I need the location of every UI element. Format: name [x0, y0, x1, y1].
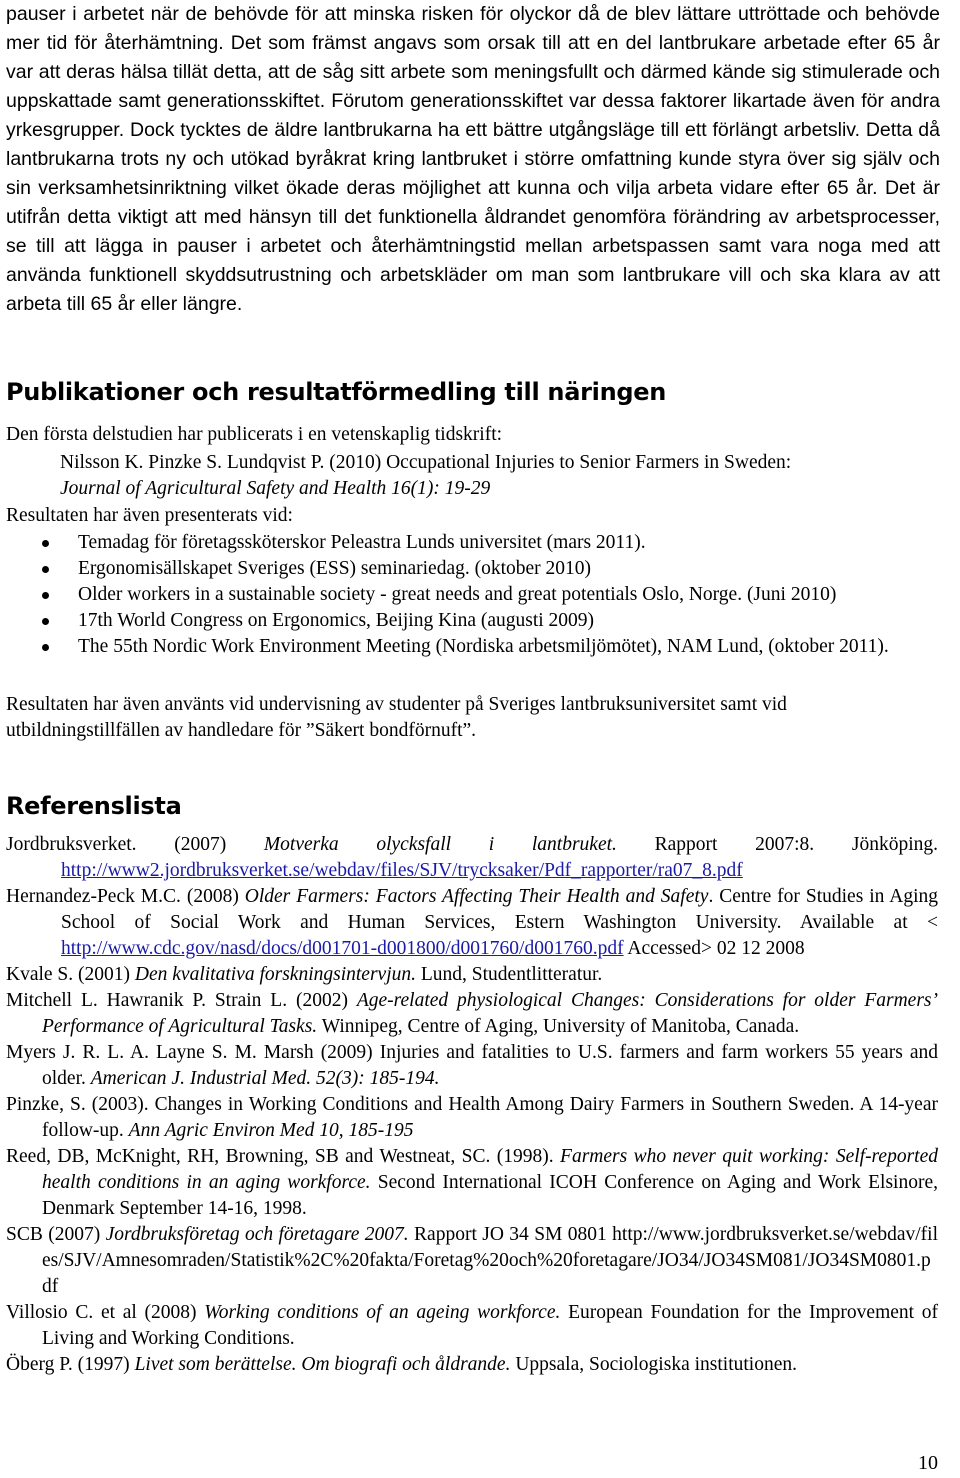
reference-item: Öberg P. (1997) Livet som berättelse. Om biografi och åldrande. Uppsala, Sociologiska institutionen.	[6, 1354, 797, 1375]
reference-item: Jordbruksverket. (2007) Motverka olycksfall i lantbruket. Rapport 2007:8. Jönköping. http://www2.jordbruksverket.se/webdav/files/SJV/trycksaker/Pdf_rapporter/ra07_8.pdf	[6, 834, 939, 881]
publications-intro: Den första delstudien har publicerats i en vetenskaplig tidskrift:	[6, 424, 503, 445]
reference-item: Myers J. R. L. A. Layne S. M. Marsh (2009) Injuries and fatalities to U.S. farmers and farm workers 55 years and older. American J. Industrial Med. 52(3): 185-194.	[6, 1042, 938, 1089]
bullet-icon	[42, 566, 49, 573]
list-item: The 55th Nordic Work Environment Meeting (Nordiska arbetsmiljömötet), NAM Lund, (oktober 2011).	[6, 634, 958, 660]
bullet-icon	[42, 592, 49, 599]
bullet-icon	[42, 540, 49, 547]
list-item: 17th World Congress on Ergonomics, Beijing Kina (augusti 2009)	[6, 608, 958, 634]
reference-list	[6, 832, 938, 1378]
references-heading: Referenslista	[6, 792, 182, 820]
reference-item: Mitchell L. Hawranik P. Strain L. (2002) Age-related physiological Changes: Considerations for older Farmers’ Performance of Agricultural Tasks. Winnipeg, Centre of Aging, University of Manitoba, Canada.	[6, 990, 939, 1037]
presentation-list	[6, 530, 958, 660]
reference-item: Pinzke, S. (2003). Changes in Working Conditions and Health Among Dairy Farmers in Southern Sweden. A 14-year follow-up. Ann Agric Environ Med 10, 185-195	[6, 1094, 938, 1141]
citation-line-2: Journal of Agricultural Safety and Health 16(1): 19-29	[60, 478, 491, 499]
bullet-icon	[42, 644, 49, 651]
body-paragraph: pauser i arbetet när de behövde för att minska risken för olyckor då de blev lättare uttröttade och behövde mer tid för återhämtning. Det som främst angavs som orsak till att en del lantbrukare arbetade efter 65 år var att deras hälsa tillät detta, att de såg sitt arbete som meningsfullt och därmed kände sig stimulerade och uppskattade samt generationsskiftet. Förutom generationsskiftet var dessa faktorer likartade även för andra yrkesgrupper. Dock tycktes de äldre lantbrukarna ha ett bättre utgångsläge till ett förlängt arbetsliv. Detta då lantbrukarna trots ny och utökad byråkrat kring lantbruket i större omfattning kunde styra över sig själv och sin verksamhetsinriktning vilket ökade deras möjlighet att kunna och vilja arbeta vidare efter 65 år. Det är utifrån detta viktigt att med hänsyn till det funktionella åldrandet genomföra förändring av arbetsprocesser, se till att lägga in pauser i arbetet och återhämtningstid mellan arbetspassen samt vara noga med att använda funktionell skyddsutrustning och arbetskläder om man som lantbrukare vill och ska klara av att arbeta till 65 år eller längre.	[6, 3, 940, 315]
publications-heading: Publikationer och resultatförmedling till näringen	[6, 378, 667, 406]
citation-line-1: Nilsson K. Pinzke S. Lundqvist P. (2010) Occupational Injuries to Senior Farmers in Sweden:	[60, 452, 792, 473]
list-item: Temadag för företagssköterskor Peleastra Lunds universitet (mars 2011).	[6, 530, 958, 556]
list-item: Older workers in a sustainable society - great needs and great potentials Oslo, Norge. (Juni 2010)	[6, 582, 958, 608]
reference-item: SCB (2007) Jordbruksföretag och företagare 2007. Rapport JO 34 SM 0801 http://www.jordbruksverket.se/webdav/files/SJV/Amnesomraden/Statistik%2C%20fakta/Foretag%20och%20foretagare/JO34/JO34SM081/JO34SM0801.pdf	[6, 1224, 938, 1297]
reference-link[interactable]: http://www.cdc.gov/nasd/docs/d001701-d001800/d001760/d001760.pdf	[61, 938, 624, 959]
reference-item: Kvale S. (2001) Den kvalitativa forskningsintervjun. Lund, Studentlitteratur.	[6, 964, 603, 985]
bullet-icon	[42, 618, 49, 625]
presented-intro: Resultaten har även presenterats vid:	[6, 505, 293, 526]
page-number: 10	[918, 1452, 938, 1474]
reference-item: Reed, DB, McKnight, RH, Browning, SB and Westneat, SC. (1998). Farmers who never quit working: Self-reported health conditions in an aging workforce. Second International ICOH Conference on Aging and Work Elsinore, Denmark September 14-16, 1998.	[6, 1146, 938, 1219]
list-item: Ergonomisällskapet Sveriges (ESS) seminariedag. (oktober 2010)	[6, 556, 958, 582]
reference-link[interactable]: http://www2.jordbruksverket.se/webdav/files/SJV/trycksaker/Pdf_rapporter/ra07_8.pdf	[61, 860, 743, 881]
reference-item: Villosio C. et al (2008) Working conditions of an ageing workforce. European Foundation for the Improvement of Living and Working Conditions.	[6, 1302, 939, 1349]
reference-item: Hernandez-Peck M.C. (2008) Older Farmers: Factors Affecting Their Health and Safety. Centre for Studies in Aging School of Social Work and Human Services, Estern Washington University. Available at < http://www.cdc.gov/nasd/docs/d001701-d001800/d001760/d001760.pdf Accessed> 02 12 2008	[6, 886, 939, 959]
teaching-paragraph: Resultaten har även använts vid undervisning av studenter på Sveriges lantbruksuniversitet samt vid utbildningstillfällen av handledare för ”Säkert bondförnuft”.	[6, 694, 787, 741]
